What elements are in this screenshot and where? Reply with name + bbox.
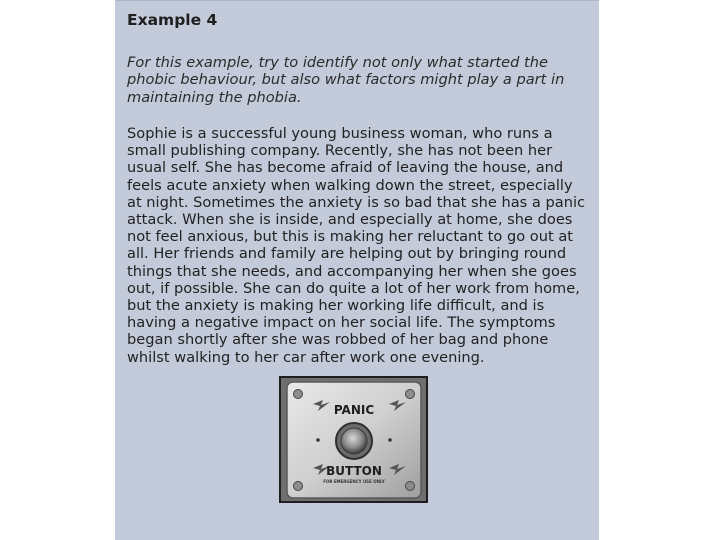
screw-icon xyxy=(406,390,415,399)
screw-icon xyxy=(294,482,303,491)
example-heading: Example 4 xyxy=(127,11,218,29)
case-study-text: Sophie is a successful young business woman, who runs a small publishing company. Recently, she has not been her usual self. She has become afraid of leaving the house, and feels acute anxiety when walking down the street, especially at night. Sometimes the anxiety is so bad that she has a panic attack. When she is inside, and especially at home, she does not feel anxious, but this is making her reluctant to go out at all. Her friends and family are helping out by bringing round things that she needs, and accompanying her when she goes out, if possible. She can do quite a lot of her work from home, but the anxiety is making her working life difficult, and is having a negative impact on her social life. The symptoms began shortly after she was robbed of her bag and phone whilst walking to her car after work one evening. xyxy=(127,125,586,366)
button-label: BUTTON xyxy=(326,464,382,478)
panic-label: PANIC xyxy=(333,403,375,417)
panel-top-edge xyxy=(115,0,599,1)
example-intro: For this example, try to identify not only what started the phobic behaviour, but also what factors might play a part in maintaining the phobia. xyxy=(127,54,565,106)
red-button-icon xyxy=(341,428,367,454)
panic-button-photo xyxy=(279,376,428,503)
screw-icon xyxy=(294,390,303,399)
screw-icon xyxy=(406,482,415,491)
fine-print: FOR EMERGENCY USE ONLY xyxy=(323,479,385,484)
